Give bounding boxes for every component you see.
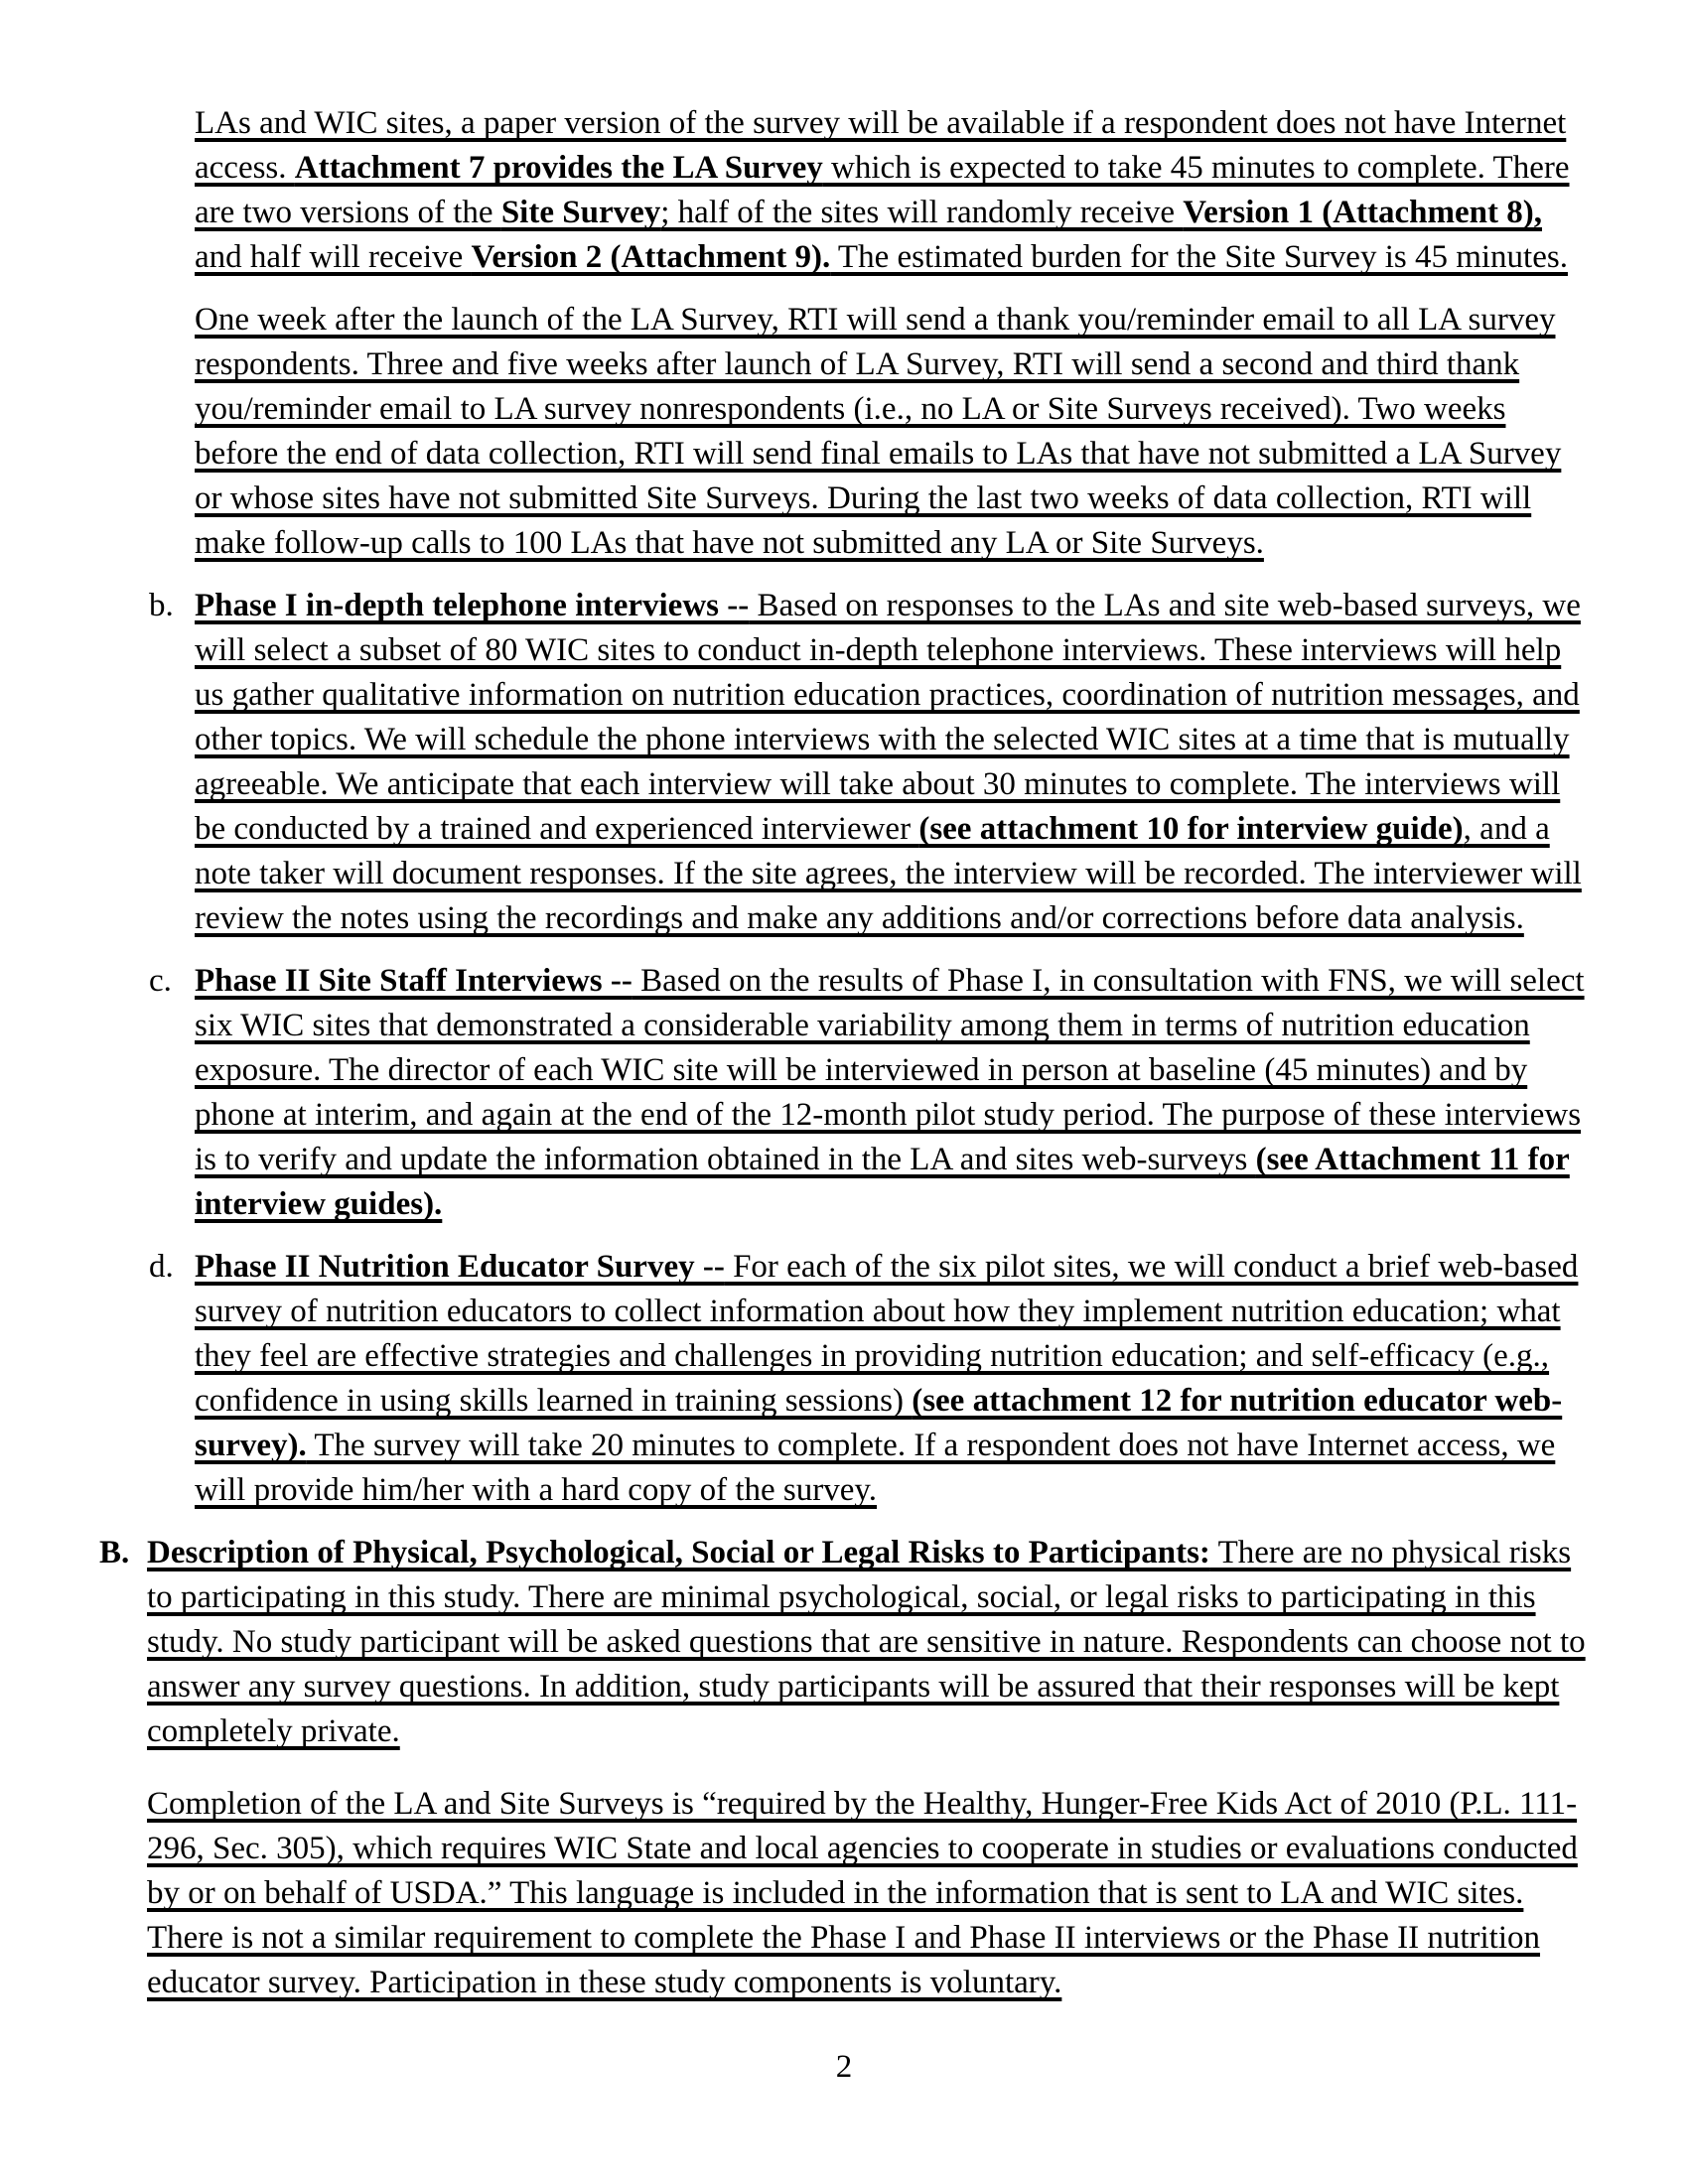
bold-text-run: Site Survey <box>500 195 661 230</box>
paragraph-text <box>147 1786 1578 2000</box>
text-run: There are no physical risks to participating in this study. There are minimal psychological, social, or legal risks to participating in this study. No study participant will be asked questions that are sensitive in nature. Respondents can choose not to answer any survey questions. In addition, study participants will be assured that their responses will be kept completely private. <box>147 1535 1586 1749</box>
paragraph-text <box>195 302 1561 561</box>
bold-text-run: Version 1 (Attachment 8), <box>1183 195 1542 230</box>
bold-text-run: (see Attachment 11 for interview guides). <box>195 1142 1570 1222</box>
list-item <box>149 1245 1589 1513</box>
text-run: Based on the results of Phase I, in consultation with FNS, we will select six WIC sites that demonstrated a considerable variability among them in terms of nutrition education exposure. The director of each WIC site will be interviewed in person at baseline (45 minutes) and by phone at interim, and again at the end of the 12-month pilot study period. The purpose of these interviews is to verify and update the information obtained in the LA and sites web-surveys <box>195 963 1585 1177</box>
list-item-marker: c. <box>149 963 172 999</box>
paragraph-text <box>195 588 1582 936</box>
text-run: ; half of the sites will randomly receive <box>660 195 1184 230</box>
paragraph-text <box>195 105 1570 275</box>
bold-text-run: Description of Physical, Psychological, Social or Legal Risks to Participants: <box>147 1535 1210 1570</box>
list-item <box>149 584 1589 941</box>
text-run: which is expected to take 45 minutes to complete. There are two versions of the <box>195 150 1570 230</box>
paragraph <box>195 101 1589 280</box>
list-item <box>149 959 1589 1227</box>
bold-text-run: (see attachment 10 for interview guide) <box>918 811 1464 847</box>
text-run: Completion of the LA and Site Surveys is “required by the Healthy, Hunger-Free Kids Act of 2010 (P.L. 111-296, Sec. 305), which requires WIC State and local agencies to cooperate in studies or evaluations conducted by or on behalf of USDA.” This language is included in the information that is sent to LA and WIC sites. There is not a similar requirement to complete the Phase I and Phase II interviews or the Phase II nutrition educator survey. Participation in these study components is voluntary. <box>147 1786 1578 2000</box>
text-run: For each of the six pilot sites, we will conduct a brief web-based survey of nutrition educators to collect information about how they implement nutrition education; what they feel are effective strategies and challenges in providing nutrition education; and self-efficacy (e.g., confidence in using skills learned in training sessions) <box>195 1249 1579 1419</box>
list-item <box>99 1531 1589 1754</box>
text-run: Based on responses to the LAs and site web-based surveys, we will select a subset of 80 WIC sites to conduct in-depth telephone interviews. These interviews will help us gather qualitative information on nutrition education practices, coordination of nutrition messages, and other topics. We will schedule the phone interviews with the selected WIC sites at a time that is mutually agreeable. We anticipate that each interview will take about 30 minutes to complete. The interviews will be conducted by a trained and experienced interviewer <box>195 588 1581 847</box>
text-run: One week after the launch of the LA Survey, RTI will send a thank you/reminder email to all LA survey respondents. Three and five weeks after launch of LA Survey, RTI will send a second and third thank you/reminder email to LA survey nonrespondents (i.e., no LA or Site Surveys received). Two weeks before the end of data collection, RTI will send final emails to LAs that have not submitted a LA Survey or whose sites have not submitted Site Surveys. During the last two weeks of data collection, RTI will make follow-up calls to 100 LAs that have not submitted any LA or Site Surveys. <box>195 302 1562 561</box>
text-run: The survey will take 20 minutes to complete. If a respondent does not have Internet access, we will provide him/her with a hard copy of the survey. <box>195 1428 1556 1508</box>
paragraph-text <box>147 1535 1586 1749</box>
list-item-marker: B. <box>99 1535 130 1570</box>
paragraph <box>195 298 1589 566</box>
bold-text-run: (see attachment 12 for nutrition educator web-survey). <box>195 1383 1563 1463</box>
text-run: and half will receive <box>195 239 472 275</box>
bold-text-run: Phase I in-depth telephone interviews -- <box>195 588 750 623</box>
bold-text-run: Version 2 (Attachment 9). <box>471 239 831 275</box>
paragraph-text <box>195 1249 1578 1508</box>
bold-text-run: Phase II Site Staff Interviews -- <box>195 963 633 999</box>
bold-text-run: Phase II Nutrition Educator Survey -- <box>195 1249 725 1285</box>
page-number: 2 <box>835 2049 853 2085</box>
paragraph-text <box>195 963 1585 1222</box>
paragraph <box>147 1782 1589 2005</box>
list-item-marker: d. <box>149 1249 174 1285</box>
text-run: , and a note taker will document responses. If the site agrees, the interview will be recorded. The interviewer will review the notes using the recordings and make any additions and/or corrections before data analysis. <box>195 811 1582 936</box>
document-body <box>0 101 1688 2005</box>
text-run: The estimated burden for the Site Survey is 45 minutes. <box>830 239 1568 275</box>
bold-text-run: Attachment 7 provides the LA Survey <box>294 150 823 186</box>
text-run: LAs and WIC sites, a paper version of the survey will be available if a respondent does not have Internet access. <box>195 105 1567 186</box>
list-item-marker: b. <box>149 588 174 623</box>
